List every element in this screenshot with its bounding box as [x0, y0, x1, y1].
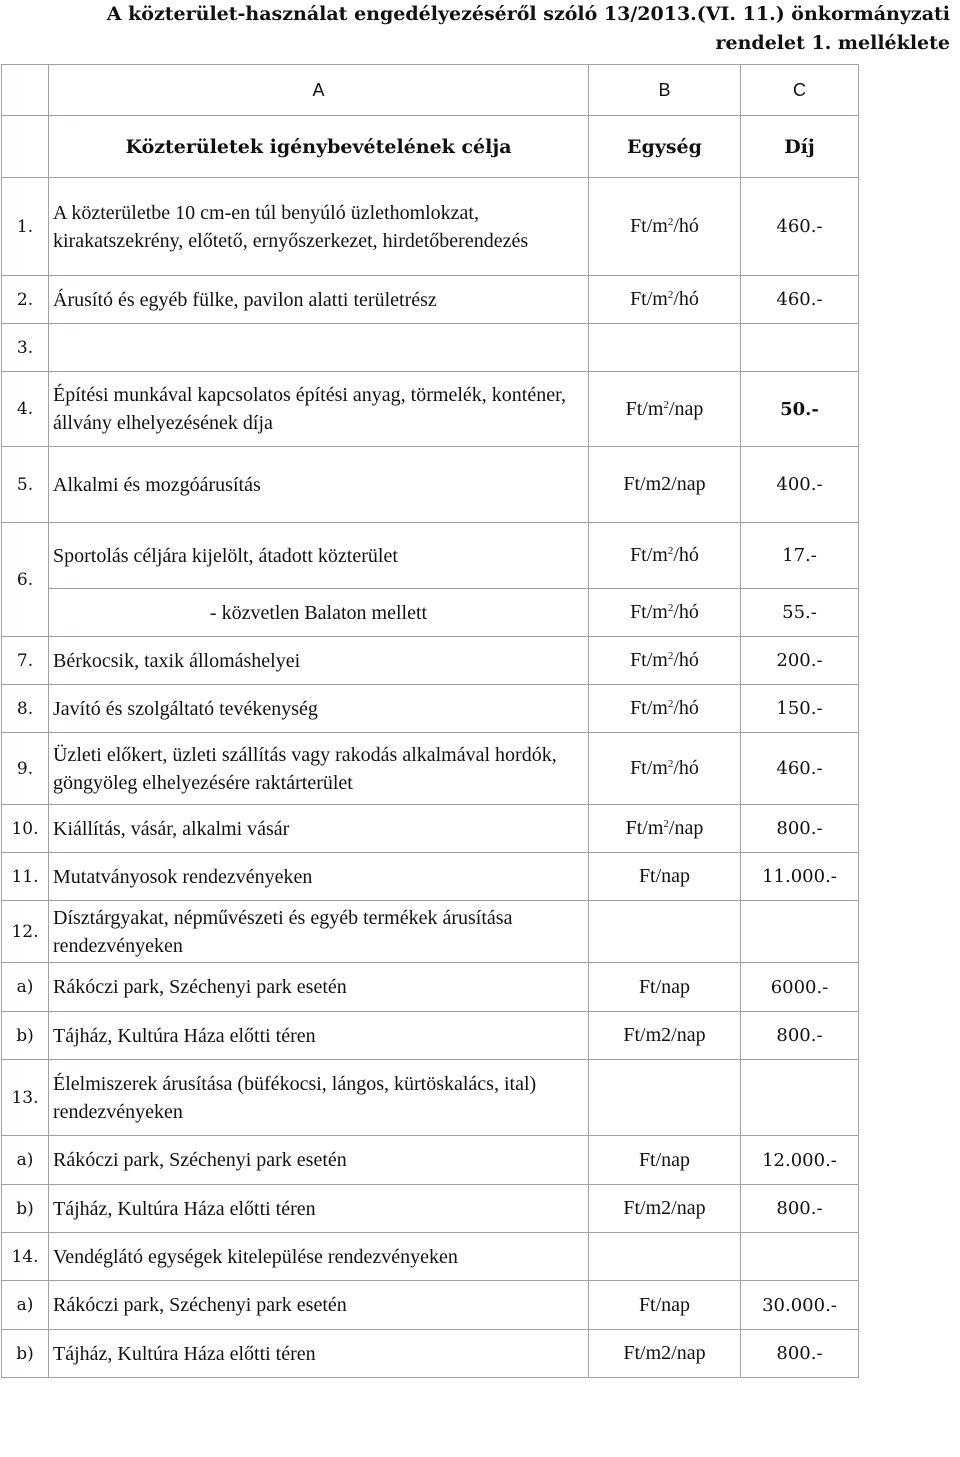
table-row	[2, 1330, 859, 1378]
row-fee: 800.-	[741, 1012, 859, 1060]
row-fee: 460.-	[741, 178, 859, 276]
row-description: Tájház, Kultúra Háza előtti téren	[49, 1330, 589, 1378]
row-fee: 12.000.-	[741, 1136, 859, 1185]
row-unit: $Ft/m^2/hó$	[589, 733, 741, 805]
table-row	[2, 685, 859, 733]
row-fee	[741, 1060, 859, 1136]
row-description: Kiállítás, vásár, alkalmi vásár	[49, 805, 589, 853]
row-unit: $Ft/m^2/hó$	[589, 637, 741, 685]
row-fee: 11.000.-	[741, 853, 859, 901]
row-description: Árusító és egyéb fülke, pavilon alatti területrész	[49, 276, 589, 324]
row-number: b)	[2, 1185, 49, 1233]
column-letter-row	[2, 65, 859, 116]
row-description: Élelmiszerek árusítása (büfékocsi, lángos, kürtöskalács, ital) rendezvényeken	[49, 1060, 589, 1136]
header-row	[2, 116, 859, 178]
row-description: - közvetlen Balaton mellett	[49, 589, 589, 637]
title-line-2: rendelet 1. melléklete	[715, 32, 950, 54]
row-unit	[589, 1233, 741, 1281]
row-unit: Ft/m2/nap	[589, 447, 741, 523]
row-fee: 800.-	[741, 1185, 859, 1233]
row-number: 2.	[2, 276, 49, 324]
row-unit: $Ft/m^2/hó$	[589, 523, 741, 589]
row-description	[49, 324, 589, 372]
table-row	[2, 853, 859, 901]
row-number: 7.	[2, 637, 49, 685]
row-number: a)	[2, 963, 49, 1012]
table-row	[2, 1233, 859, 1281]
row-description: Vendéglátó egységek kitelepülése rendezvényeken	[49, 1233, 589, 1281]
table-row	[2, 637, 859, 685]
table-row	[2, 178, 859, 276]
row-description: Tájház, Kultúra Háza előtti téren	[49, 1185, 589, 1233]
row-fee: 50.-	[741, 372, 859, 447]
column-letter-a: A	[49, 65, 589, 116]
row-number: 13.	[2, 1060, 49, 1136]
row-number: 8.	[2, 685, 49, 733]
row-number: a)	[2, 1281, 49, 1330]
row-fee: 460.-	[741, 733, 859, 805]
table-row	[2, 324, 859, 372]
row-unit	[589, 324, 741, 372]
row-description: A közterületbe 10 cm-en túl benyúló üzlethomlokzat, kirakatszekrény, előtető, ernyőszerkezet, hirdetőberendezés	[49, 178, 589, 276]
row-number: 6.	[2, 523, 49, 637]
table-row	[2, 276, 859, 324]
row-number: 3.	[2, 324, 49, 372]
table-row	[2, 447, 859, 523]
row-description: Sportolás céljára kijelölt, átadott közterület	[49, 523, 589, 589]
row-fee: 17.-	[741, 523, 859, 589]
table-row	[2, 901, 859, 963]
table-row	[2, 1136, 859, 1185]
row-fee: 200.-	[741, 637, 859, 685]
header-purpose: Közterületek igénybevételének célja	[49, 116, 589, 178]
table-row	[2, 589, 859, 637]
row-fee: 800.-	[741, 1330, 859, 1378]
row-description: Építési munkával kapcsolatos építési anyag, törmelék, konténer, állvány elhelyezésének díja	[49, 372, 589, 447]
row-unit: Ft/nap	[589, 853, 741, 901]
row-unit	[589, 1060, 741, 1136]
row-description: Mutatványosok rendezvényeken	[49, 853, 589, 901]
row-description: Alkalmi és mozgóárusítás	[49, 447, 589, 523]
row-number: 10.	[2, 805, 49, 853]
row-unit: $Ft/m^2/hó$	[589, 589, 741, 637]
row-number: 12.	[2, 901, 49, 963]
table-row	[2, 1185, 859, 1233]
header-unit: Egység	[589, 116, 741, 178]
table-row	[2, 733, 859, 805]
blank-cell	[2, 65, 49, 116]
row-number: 14.	[2, 1233, 49, 1281]
column-letter-b: B	[589, 65, 741, 116]
row-fee: 460.-	[741, 276, 859, 324]
row-unit: $Ft/m^2$/nap	[589, 372, 741, 447]
row-description: Tájház, Kultúra Háza előtti téren	[49, 1012, 589, 1060]
row-unit: Ft/m2/nap	[589, 1012, 741, 1060]
row-fee: 150.-	[741, 685, 859, 733]
row-description: Javító és szolgáltató tevékenység	[49, 685, 589, 733]
row-description: Dísztárgyakat, népművészeti és egyéb termékek árusítása rendezvényeken	[49, 901, 589, 963]
table-row	[2, 805, 859, 853]
table-row	[2, 1281, 859, 1330]
row-unit	[589, 901, 741, 963]
row-fee: 400.-	[741, 447, 859, 523]
document-title	[50, 0, 950, 58]
row-unit: $Ft/m^2/hó$	[589, 178, 741, 276]
header-fee: Díj	[741, 116, 859, 178]
row-number: b)	[2, 1330, 49, 1378]
row-description: Rákóczi park, Széchenyi park esetén	[49, 1281, 589, 1330]
row-number: a)	[2, 1136, 49, 1185]
row-fee: 800.-	[741, 805, 859, 853]
row-unit: $Ft/m^2/hó$	[589, 276, 741, 324]
row-number: 9.	[2, 733, 49, 805]
row-unit: $Ft/m^2$/nap	[589, 805, 741, 853]
row-description: Bérkocsik, taxik állomáshelyei	[49, 637, 589, 685]
row-unit: Ft/m2/nap	[589, 1330, 741, 1378]
column-letter-c: C	[741, 65, 859, 116]
row-description: Rákóczi park, Széchenyi park esetén	[49, 963, 589, 1012]
row-unit: Ft/nap	[589, 963, 741, 1012]
row-number: 1.	[2, 178, 49, 276]
row-number: 11.	[2, 853, 49, 901]
table-row	[2, 523, 859, 589]
row-fee	[741, 1233, 859, 1281]
row-unit: Ft/m2/nap	[589, 1185, 741, 1233]
row-fee	[741, 324, 859, 372]
table-row	[2, 1060, 859, 1136]
fee-table	[1, 64, 859, 1378]
row-number: b)	[2, 1012, 49, 1060]
row-fee: 30.000.-	[741, 1281, 859, 1330]
table-row	[2, 372, 859, 447]
row-unit: Ft/nap	[589, 1281, 741, 1330]
row-fee: 6000.-	[741, 963, 859, 1012]
table-row	[2, 1012, 859, 1060]
row-number: 4.	[2, 372, 49, 447]
title-line-1: A közterület-használat engedélyezéséről szóló 13/2013.(VI. 11.) önkormányzati	[106, 3, 950, 25]
blank-cell	[2, 116, 49, 178]
row-description: Üzleti előkert, üzleti szállítás vagy rakodás alkalmával hordók, göngyöleg elhelyezésére raktárterület	[49, 733, 589, 805]
row-unit: $Ft/m^2/hó$	[589, 685, 741, 733]
row-fee	[741, 901, 859, 963]
row-description: Rákóczi park, Széchenyi park esetén	[49, 1136, 589, 1185]
row-unit: Ft/nap	[589, 1136, 741, 1185]
table-row	[2, 963, 859, 1012]
row-fee: 55.-	[741, 589, 859, 637]
row-number: 5.	[2, 447, 49, 523]
